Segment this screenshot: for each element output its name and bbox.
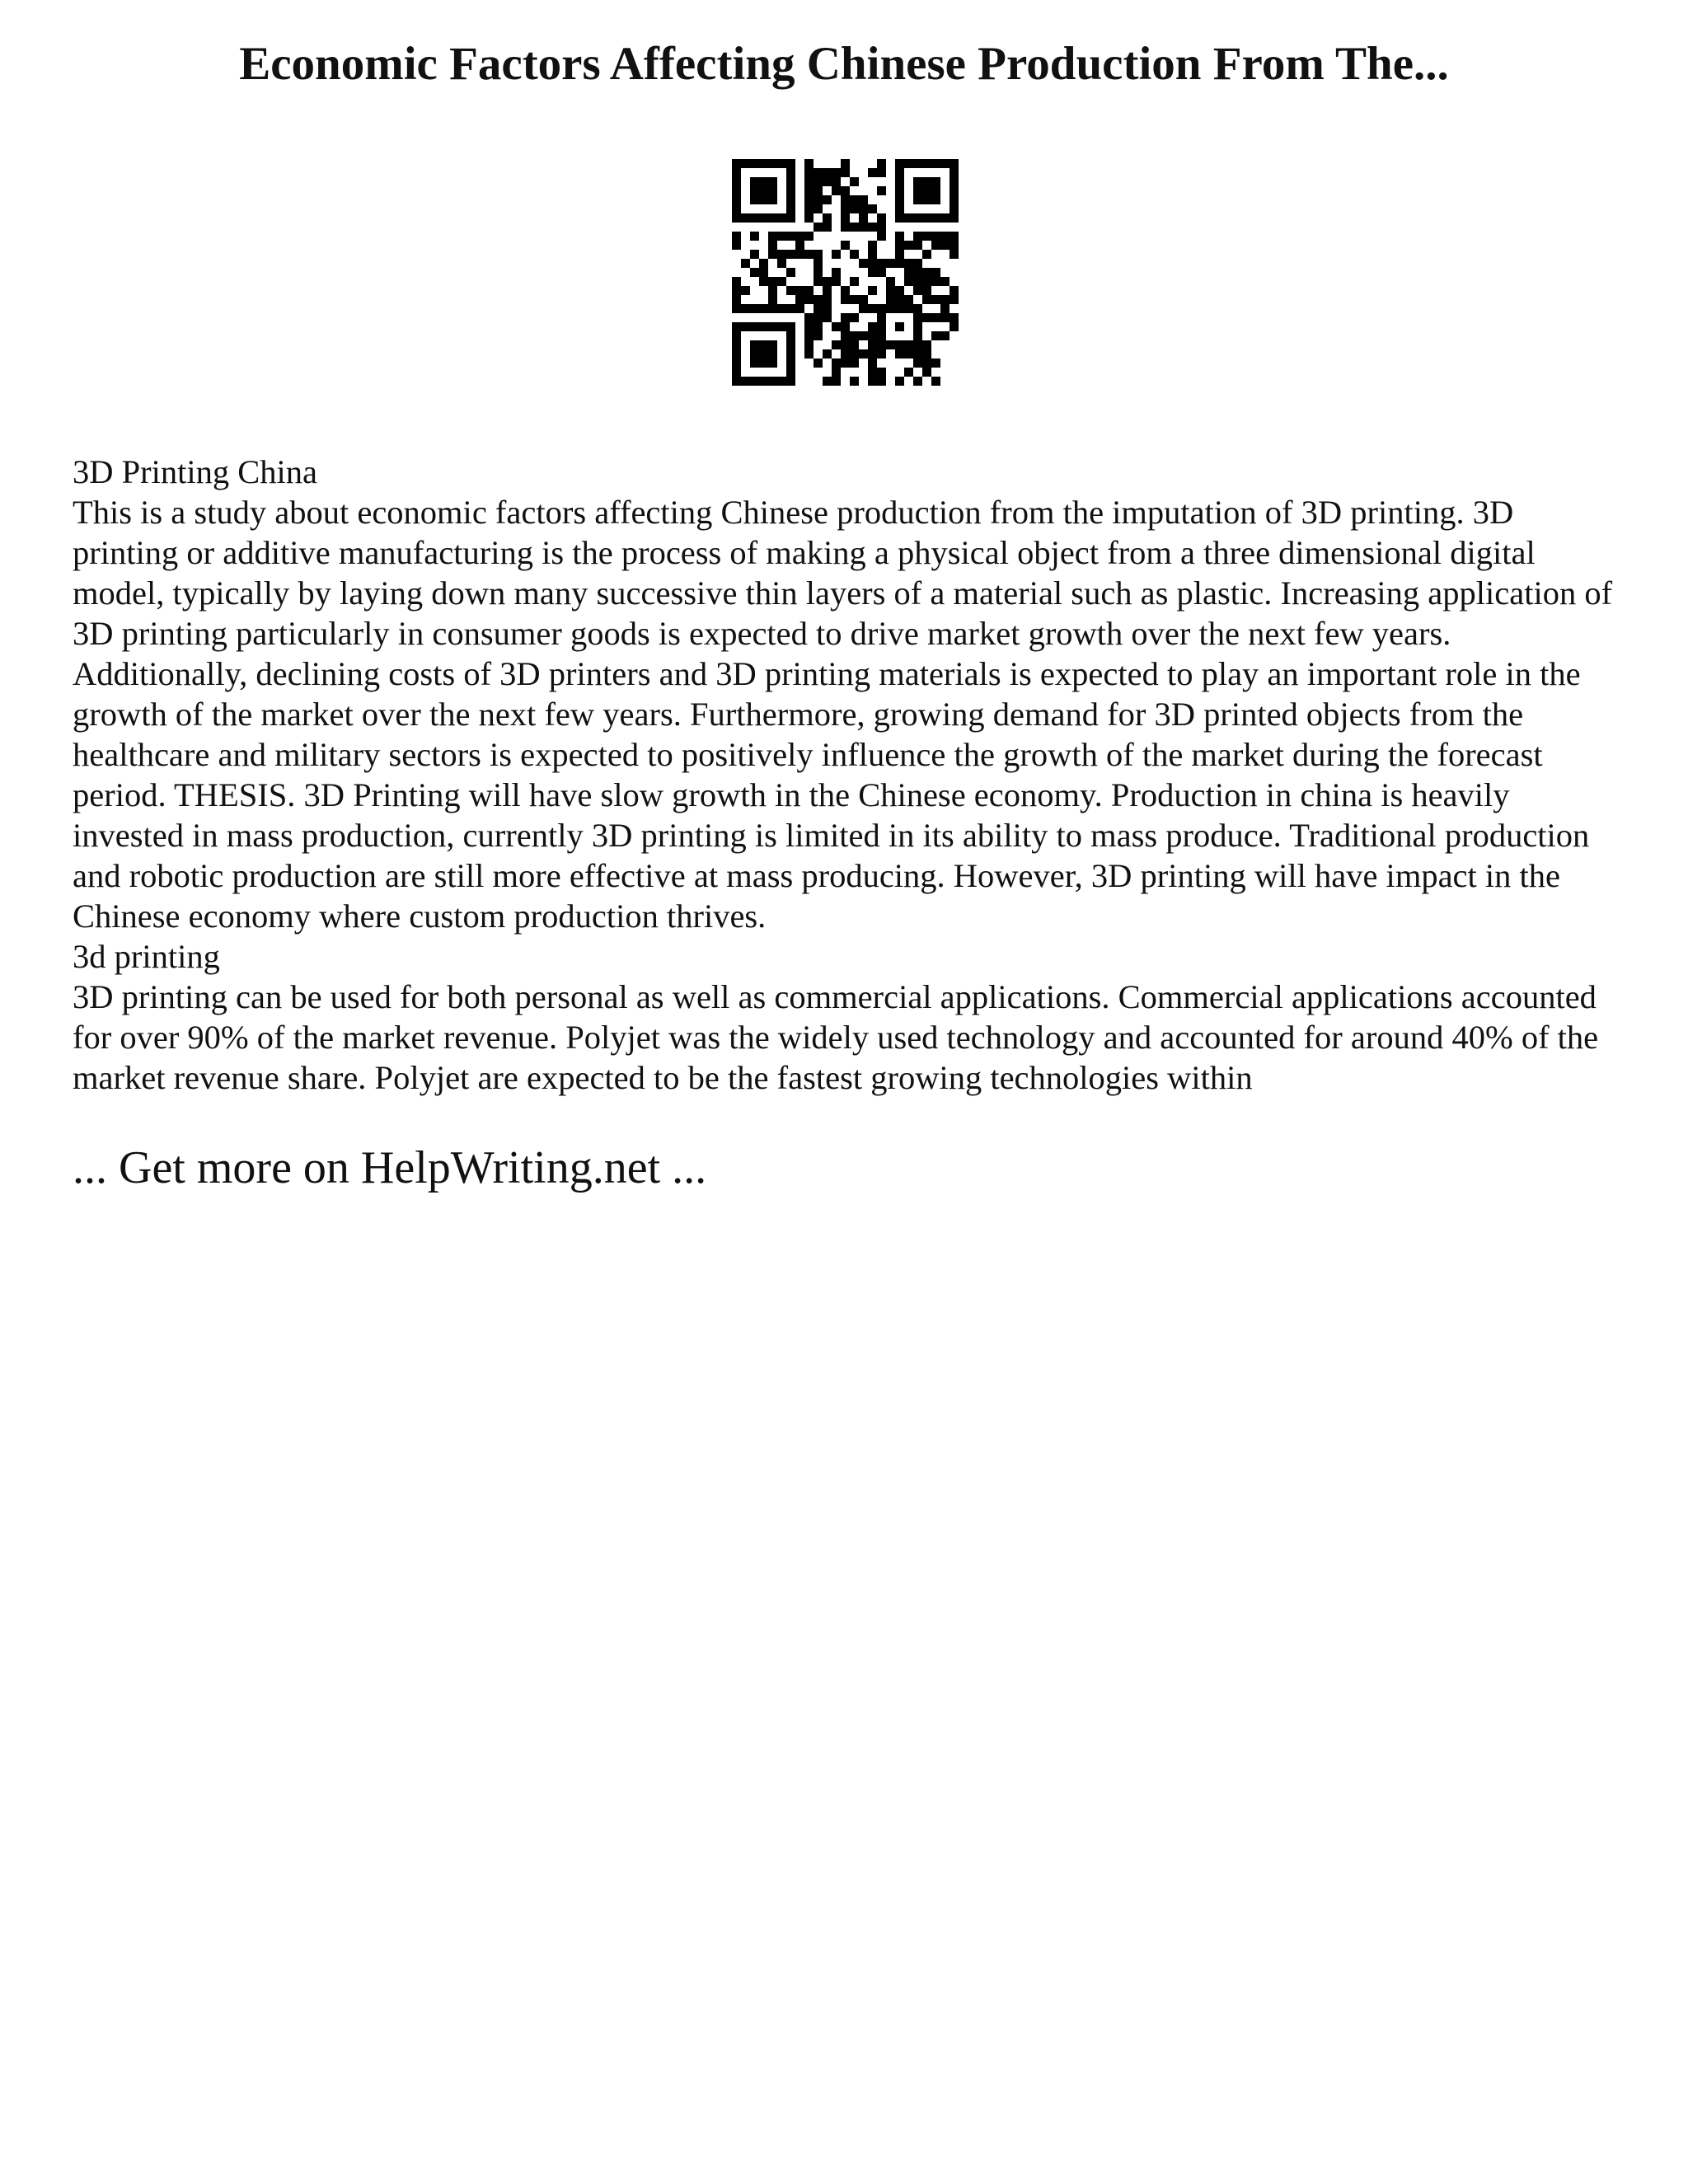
section-paragraph: 3D printing can be used for both personal as well as commercial applications. Commercial applications accounted for over 90% of the market revenue. Polyjet was the widely used technology and accounted for around 40% of the market revenue share. Polyjet are expected to be the fastest growing technologies within <box>73 978 1599 1096</box>
section-heading: 3D Printing China <box>73 453 318 490</box>
section-paragraph: This is a study about economic factors affecting Chinese production from the imputation of 3D printing. 3D printing or additive manufacturing is the process of making a physical object from a three dimensional digital model, typically by laying down many successive thin layers of a material such as plastic. Increasing application of 3D printing particularly in consumer goods is expected to drive market growth over the next few years. Additionally, declining costs of 3D printers and 3D printing materials is expected to play an important role in the growth of the market over the next few years. Furthermore, growing demand for 3D printed objects from the healthcare and military sectors is expected to positively influence the growth of the market during the forecast period. THESIS. 3D Printing will have slow growth in the Chinese economy. Production in china is heavily invested in mass production, currently 3D printing is limited in its ability to mass produce. Traditional production and robotic production are still more effective at mass producing. However, 3D printing will have impact in the Chinese economy where custom production thrives. <box>73 494 1613 935</box>
document-body <box>73 452 1622 1098</box>
document-title: Economic Factors Affecting Chinese Production From The... <box>239 38 1449 90</box>
get-more-link[interactable]: ... Get more on HelpWriting.net ... <box>73 1142 707 1193</box>
section-heading: 3d printing <box>73 938 220 975</box>
qr-code <box>732 159 959 386</box>
